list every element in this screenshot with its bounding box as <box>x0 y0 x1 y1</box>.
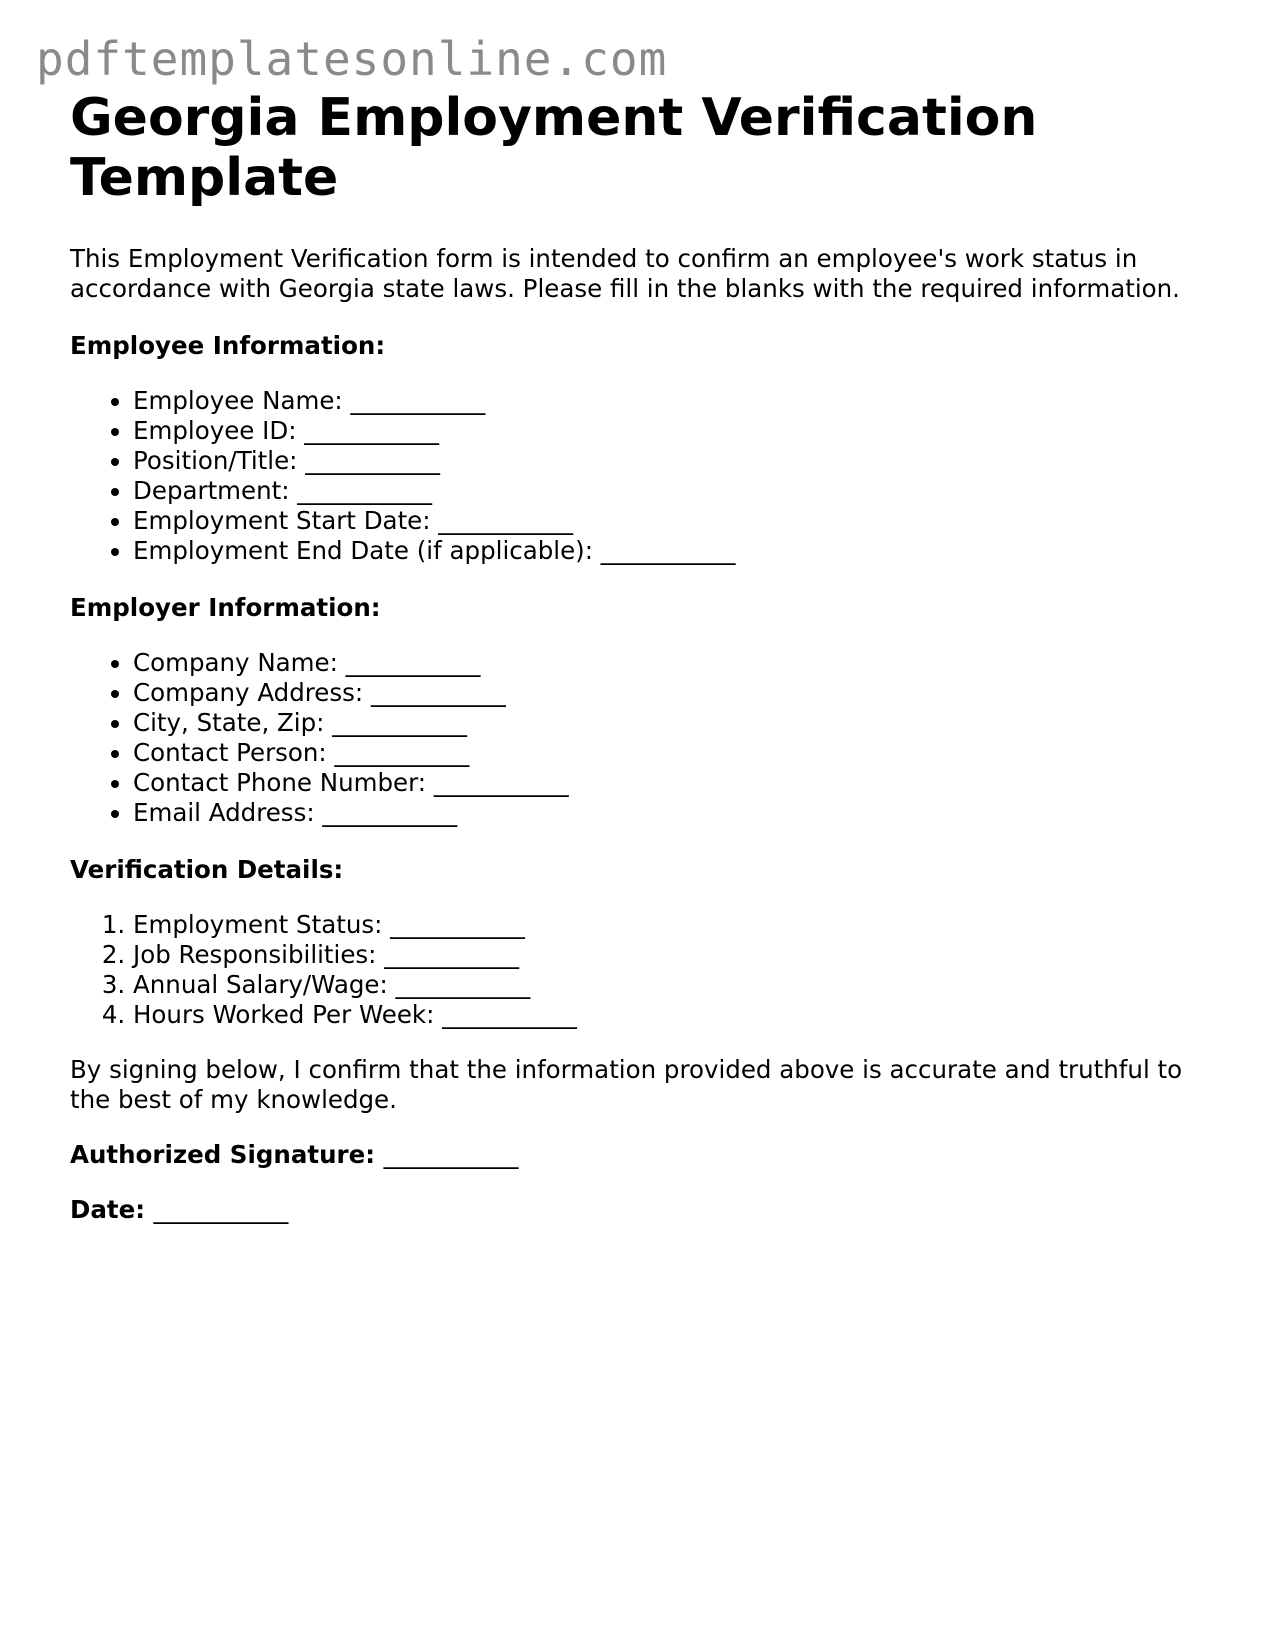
list-item: • Employment Start Date: ___________ <box>133 506 1230 536</box>
employer-info-list <box>70 648 1230 828</box>
list-item: 3. Annual Salary/Wage: ___________ <box>133 970 1230 1000</box>
list-item: • Company Address: ___________ <box>133 678 1230 708</box>
list-item: • City, State, Zip: ___________ <box>133 708 1230 738</box>
list-item: 2. Job Responsibilities: ___________ <box>133 940 1230 970</box>
closing-statement: By signing below, I confirm that the information provided above is accurate and truthful to the best of my knowledge. <box>70 1055 1183 1114</box>
list-item: 1. Employment Status: ___________ <box>133 910 1230 940</box>
date-label: Date: <box>70 1195 145 1224</box>
employer-info-heading: Employer Information: <box>70 593 381 622</box>
list-item: • Employment End Date (if applicable): ___________ <box>133 536 1230 566</box>
intro-paragraph: This Employment Verification form is intended to confirm an employee's work status in accordance with Georgia state laws. Please fill in the blanks with the required information. <box>70 244 1180 303</box>
list-item: • Contact Person: ___________ <box>133 738 1230 768</box>
list-item: • Employee Name: ___________ <box>133 386 1230 416</box>
list-item: • Email Address: ___________ <box>133 798 1230 828</box>
document-body <box>70 88 1230 1225</box>
list-item: • Company Name: ___________ <box>133 648 1230 678</box>
employee-info-list <box>70 386 1230 566</box>
watermark: pdftemplatesonline.com <box>36 32 668 86</box>
signature-line <box>70 1140 1230 1170</box>
signature-label: Authorized Signature: <box>70 1140 376 1169</box>
signature-blank: ___________ <box>383 1140 519 1169</box>
verification-heading: Verification Details: <box>70 855 344 884</box>
date-line <box>70 1195 1230 1225</box>
list-item: • Employee ID: ___________ <box>133 416 1230 446</box>
list-item: 4. Hours Worked Per Week: ___________ <box>133 1000 1230 1030</box>
employee-info-heading: Employee Information: <box>70 331 386 360</box>
verification-list <box>70 910 1230 1030</box>
list-item: • Contact Phone Number: ___________ <box>133 768 1230 798</box>
date-blank: ___________ <box>153 1195 289 1224</box>
list-item: • Position/Title: ___________ <box>133 446 1230 476</box>
page-title: Georgia Employment Verification Template <box>70 88 1038 208</box>
list-item: • Department: ___________ <box>133 476 1230 506</box>
